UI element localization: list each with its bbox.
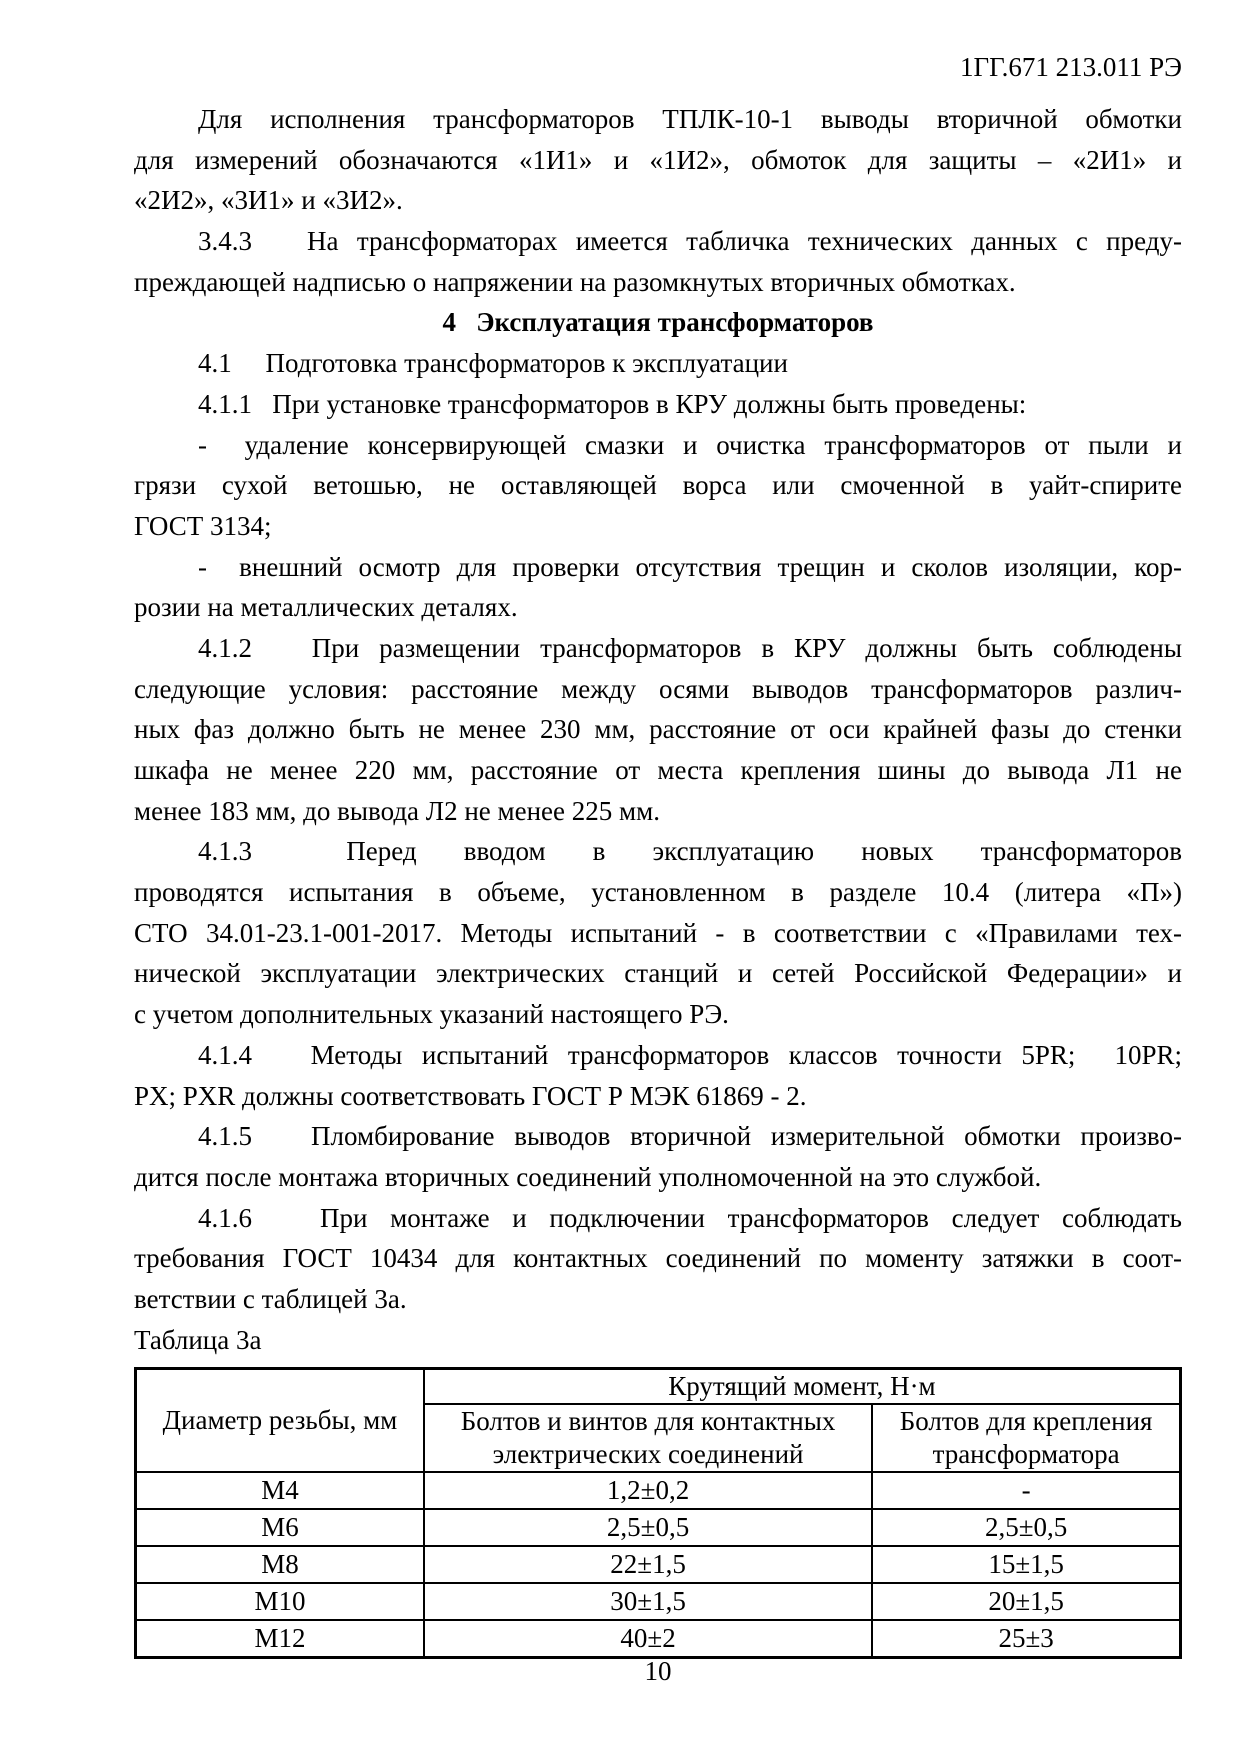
- table-cell: М12: [136, 1620, 424, 1657]
- text-line: шкафа не менее 220 мм, расстояние от места крепления шины до вывода Л1 не: [134, 755, 1182, 785]
- text-line: 4.1.3 Перед вводом в эксплуатацию новых трансформаторов: [198, 836, 1182, 867]
- table-header-mount-bolts: Болтов для крепления трансформатора: [872, 1404, 1180, 1472]
- table-caption: Таблица 3а: [134, 1324, 262, 1355]
- text-line: ветствии с таблицей 3а.: [134, 1283, 407, 1314]
- table-row: [136, 1472, 1181, 1509]
- table-header-contact-bolts: Болтов и винтов для контактных электрических соединений: [424, 1404, 872, 1472]
- table-header-torque-group: Крутящий момент, Н·м: [424, 1369, 1181, 1405]
- table-cell: 1,2±0,2: [424, 1472, 872, 1509]
- table-cell: М4: [136, 1472, 424, 1509]
- text-line: «2И2», «3И1» и «3И2».: [134, 185, 403, 216]
- text-line: PX; PXR должны соответствовать ГОСТ Р МЭК 61869 - 2.: [134, 1080, 807, 1111]
- text-line: - внешний осмотр для проверки отсутствия трещин и сколов изоляции, кор-: [198, 551, 1182, 582]
- table-cell: -: [872, 1472, 1180, 1509]
- document-code: 1ГГ.671 213.011 РЭ: [959, 52, 1182, 82]
- table-header-diameter: Диаметр резьбы, мм: [136, 1369, 424, 1473]
- table-cell: 22±1,5: [424, 1546, 872, 1583]
- text-line: проводятся испытания в объеме, установленном в разделе 10.4 (литера «П»): [134, 877, 1182, 908]
- text-line: розии на металлических деталях.: [134, 592, 518, 623]
- text-line: 4.1.1 При установке трансформаторов в КРУ должны быть проведены:: [198, 388, 1027, 419]
- text-line: преждающей надписью о напряжении на разомкнутых вторичных обмотках.: [134, 266, 1016, 297]
- text-line: с учетом дополнительных указаний настоящего РЭ.: [134, 999, 729, 1030]
- text-line: СТО 34.01-23.1-001-2017. Методы испытаний - в соответствии с «Правилами тех-: [134, 917, 1182, 948]
- table-cell: 40±2: [424, 1620, 872, 1657]
- text-line: 4.1.5 Пломбирование выводов вторичной измерительной обмотки произво-: [198, 1121, 1182, 1152]
- table-row: [136, 1583, 1181, 1620]
- table-row: [136, 1509, 1181, 1546]
- text-line: следующие условия: расстояние между осями выводов трансформаторов различ-: [134, 673, 1182, 704]
- text-line: 3.4.3 На трансформаторах имеется табличка технических данных с преду-: [198, 226, 1182, 257]
- text-line: 4.1 Подготовка трансформаторов к эксплуатации: [198, 348, 788, 379]
- text-line: 4.1.4 Методы испытаний трансформаторов классов точности 5PR; 10PR;: [198, 1039, 1182, 1070]
- text-line: ГОСТ 3134;: [134, 510, 272, 541]
- table-row: [136, 1620, 1181, 1657]
- text-line: - удаление консервирующей смазки и очистка трансформаторов от пыли и: [198, 429, 1182, 460]
- text-line: дится после монтажа вторичных соединений уполномоченной на это службой.: [134, 1161, 1042, 1192]
- text-line: ных фаз должно быть не менее 230 мм, расстояние от оси крайней фазы до стенки: [134, 714, 1182, 745]
- text-line: грязи сухой ветошью, не оставляющей ворса или смоченной в уайт-спирите: [134, 470, 1182, 501]
- table-cell: 2,5±0,5: [424, 1509, 872, 1546]
- table-cell: 25±3: [872, 1620, 1180, 1657]
- text-line: менее 183 мм, до вывода Л2 не менее 225 мм.: [134, 795, 660, 826]
- text-blocks: [134, 99, 1182, 1360]
- table-cell: М6: [136, 1509, 424, 1546]
- document-body: [134, 99, 1182, 1659]
- page-number: 10: [644, 1656, 672, 1686]
- text-line: 4.1.6 При монтаже и подключении трансформаторов следует соблюдать: [198, 1202, 1182, 1233]
- text-line: 4.1.2 При размещении трансформаторов в КРУ должны быть соблюдены: [198, 632, 1182, 663]
- table-cell: 15±1,5: [872, 1546, 1180, 1583]
- table-cell: 2,5±0,5: [872, 1509, 1180, 1546]
- table-cell: 20±1,5: [872, 1583, 1180, 1620]
- table-header-row-group: [136, 1369, 1181, 1405]
- table-cell: М10: [136, 1583, 424, 1620]
- text-line: требования ГОСТ 10434 для контактных соединений по моменту затяжки в соот-: [134, 1243, 1182, 1274]
- table-row: [136, 1546, 1181, 1583]
- section-heading: 4 Эксплуатация трансформаторов: [442, 307, 874, 338]
- text-line: для измерений обозначаются «1И1» и «1И2», обмоток для защиты – «2И1» и: [134, 144, 1182, 175]
- text-line: нической эксплуатации электрических станций и сетей Российской Федерации» и: [134, 958, 1182, 989]
- torque-table: [134, 1367, 1182, 1659]
- text-line: Для исполнения трансформаторов ТПЛК-10-1 выводы вторичной обмотки: [198, 104, 1182, 134]
- table-cell: М8: [136, 1546, 424, 1583]
- table-cell: 30±1,5: [424, 1583, 872, 1620]
